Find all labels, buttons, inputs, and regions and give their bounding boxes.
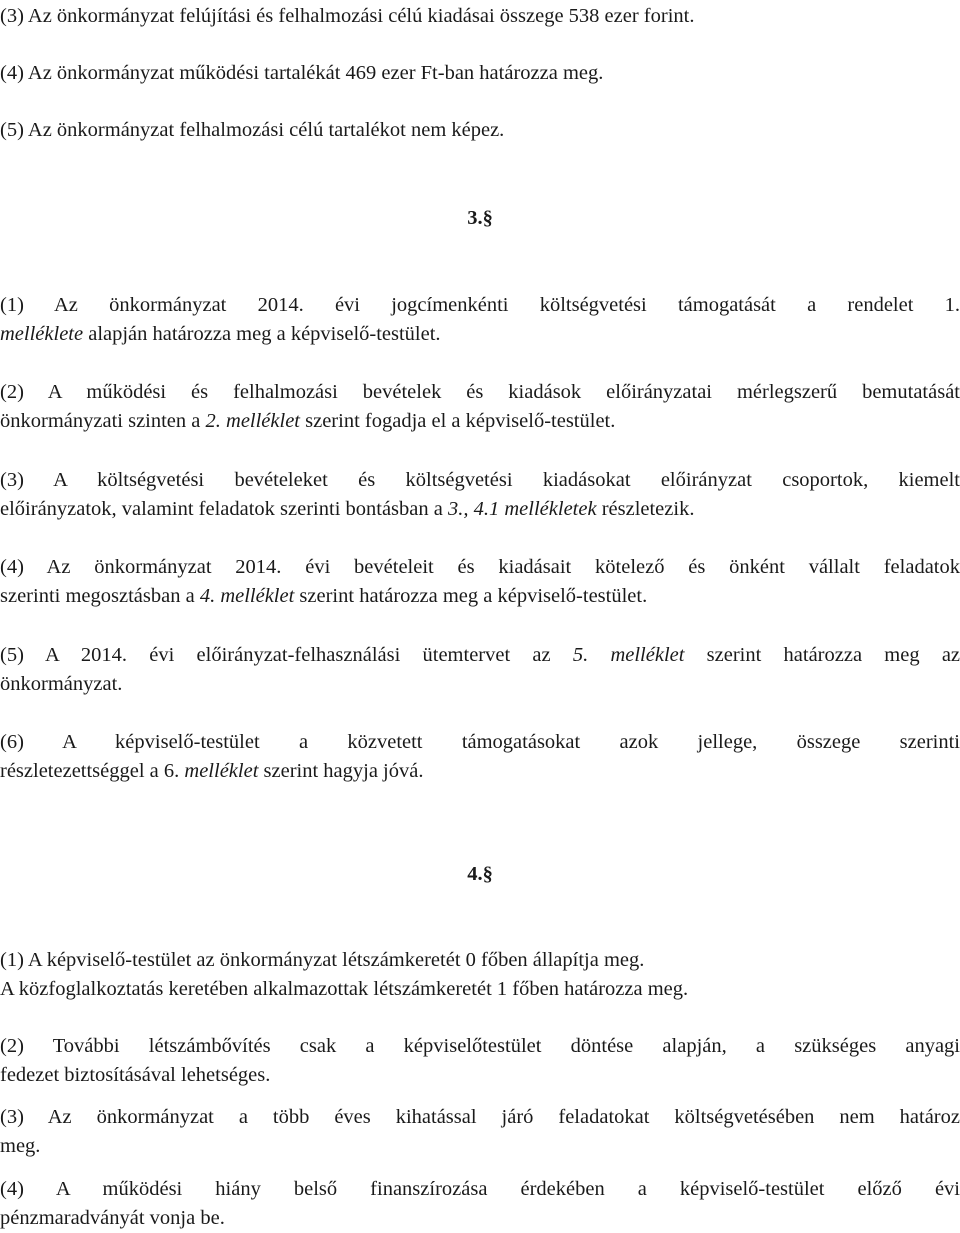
text-span: (5) A 2014. évi előirányzat-felhasználási ütemtervet az — [0, 644, 573, 666]
paragraph-3-2-line1: (2) A működési és felhalmozási bevételek és kiadások előirányzatai mérlegszerű bemutatását — [0, 381, 960, 403]
paragraph-2-4: (4) Az önkormányzat működési tartalékát 469 ezer Ft-ban határozza meg. — [0, 62, 604, 84]
italic-ref: 3., 4.1 mellékletek — [448, 497, 597, 520]
paragraph-4-4-line1: (4) A működési hiány belső finanszírozása érdekében a képviselő-testület előző évi — [0, 1178, 960, 1200]
text-span: szerint határozza meg a képviselő-testület. — [294, 584, 648, 607]
italic-ref: melléklete — [0, 322, 84, 345]
paragraph-2-5: (5) Az önkormányzat felhalmozási célú tartalékot nem képez. — [0, 119, 505, 141]
paragraph-4-1-line1: (1) A képviselő-testület az önkormányzat létszámkeretét 0 főben állapítja meg. — [0, 949, 645, 971]
italic-ref: melléklet — [184, 759, 259, 782]
italic-ref: 4. melléklet — [199, 584, 295, 607]
paragraph-3-1-line1: (1) Az önkormányzat 2014. évi jogcímenkénti költségvetési támogatását a rendelet 1. — [0, 294, 960, 316]
paragraph-3-1 — [0, 291, 960, 348]
section-4-heading: 4.§ — [467, 863, 493, 885]
paragraph-2-3: (3) Az önkormányzat felújítási és felhalmozási célú kiadásai összege 538 ezer forint. — [0, 5, 695, 27]
paragraph-3-6 — [0, 728, 960, 785]
text-span: szerint hagyja jóvá. — [258, 759, 424, 782]
paragraph-4-1 — [0, 946, 960, 1003]
paragraph-3-3-line1: (3) A költségvetési bevételeket és költségvetési kiadásokat előirányzat csoportok, kiemelt — [0, 469, 960, 491]
paragraph-4-3 — [0, 1103, 960, 1160]
text-span: előirányzatok, valamint feladatok szerinti bontásban a — [0, 497, 448, 520]
italic-ref: 5. melléklet — [572, 644, 685, 666]
text-span: önkormányzati szinten a — [0, 409, 206, 432]
text-span: részletezettséggel a 6. — [0, 759, 185, 782]
paragraph-3-4-line2 — [0, 582, 960, 611]
text-span: szerint fogadja el a képviselő-testület. — [300, 409, 616, 432]
paragraph-3-5-line2: önkormányzat. — [0, 672, 123, 695]
paragraph-3-1-line2 — [0, 320, 960, 349]
paragraph-4-2-line2: fedezet biztosításával lehetséges. — [0, 1063, 271, 1086]
text-span: részletezik. — [596, 497, 695, 520]
paragraph-4-3-line1: (3) Az önkormányzat a több éves kihatással járó feladatokat költségvetésében nem határoz — [0, 1106, 960, 1128]
paragraph-3-5 — [0, 641, 960, 698]
paragraph-4-2 — [0, 1032, 960, 1089]
paragraph-4-2-line1: (2) További létszámbővítés csak a képviselőtestület döntése alapján, a szükséges anyagi — [0, 1035, 960, 1057]
text-span: szerint határozza meg az — [684, 644, 960, 666]
paragraph-4-4 — [0, 1175, 960, 1232]
paragraph-3-2 — [0, 378, 960, 435]
section-3-heading: 3.§ — [467, 207, 493, 229]
paragraph-4-4-line2: pénzmaradványát vonja be. — [0, 1206, 225, 1229]
paragraph-3-3-line2 — [0, 495, 960, 524]
paragraph-3-5-line1 — [0, 641, 960, 670]
paragraph-4-3-line2: meg. — [0, 1134, 41, 1157]
paragraph-3-4 — [0, 553, 960, 610]
paragraph-4-1-line2: A közfoglalkoztatás keretében alkalmazottak létszámkeretét 1 főben határozza meg. — [0, 977, 689, 1000]
paragraph-3-6-line2 — [0, 757, 960, 786]
paragraph-3-3 — [0, 466, 960, 523]
italic-ref: 2. melléklet — [205, 409, 300, 432]
paragraph-3-4-line1: (4) Az önkormányzat 2014. évi bevételeit és kiadásait kötelező és önként vállalt feladatok — [0, 556, 960, 578]
paragraph-3-6-line1: (6) A képviselő-testület a közvetett támogatásokat azok jellege, összege szerinti — [0, 731, 960, 753]
text-span: alapján határozza meg a képviselő-testület. — [83, 322, 441, 345]
paragraph-3-2-line2 — [0, 407, 960, 436]
text-span: szerinti megosztásban a — [0, 584, 200, 607]
